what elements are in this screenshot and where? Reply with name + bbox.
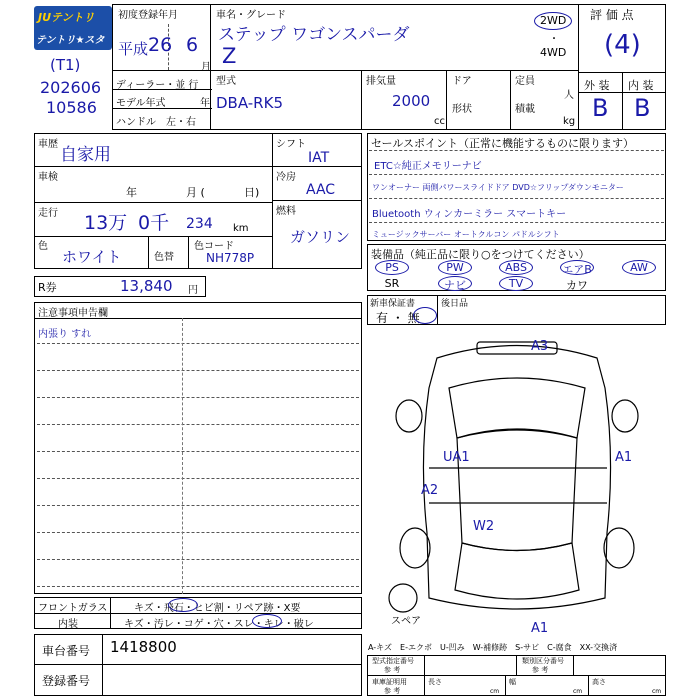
divider	[34, 202, 272, 203]
divider	[437, 295, 438, 325]
divider	[110, 597, 111, 629]
length-unit: cm	[490, 688, 500, 695]
model-year-label: モデル年式	[116, 98, 166, 109]
door-label: ドア	[452, 76, 472, 87]
equip-leather: カワ	[566, 279, 588, 292]
sales-line-2: ワンオーナー 両側パワースライドドア DVD☆フリップダウンモニター	[372, 183, 624, 192]
drive-dot: ・	[549, 34, 559, 45]
divider	[112, 70, 578, 71]
length-label: 長さ	[428, 678, 442, 686]
shape-label: 形状	[452, 104, 472, 115]
dashed-line	[369, 198, 664, 199]
sales-line-4: ミュージックサーバー オートクルコン パドルシフト	[372, 230, 560, 239]
equip-navi: ナビ	[444, 279, 466, 292]
front-glass-label: フロントガラス	[38, 603, 108, 614]
displacement: 2000	[392, 92, 431, 110]
mileage-sen: 0千	[138, 212, 170, 234]
divider	[272, 166, 362, 167]
width-unit: cm	[573, 688, 583, 695]
car-name-label: 車名・グレード	[216, 10, 286, 21]
equip-sr: SR	[384, 277, 400, 290]
spare-tire	[389, 584, 417, 612]
divider	[148, 236, 149, 269]
equip-circle	[438, 260, 472, 275]
reg-month: 6	[186, 34, 199, 56]
ac-label: 冷房	[276, 172, 296, 183]
recycle-label: R券	[38, 281, 57, 294]
recycle-value: 13,840	[120, 277, 173, 295]
divider	[272, 200, 362, 201]
divider	[188, 236, 189, 269]
divider	[588, 675, 589, 696]
equip-pw: PW	[446, 261, 464, 274]
equip-circle	[622, 260, 656, 275]
equip-ps: PS	[385, 261, 399, 274]
divider	[361, 70, 362, 130]
equip-tv: TV	[508, 277, 524, 290]
divider	[516, 655, 517, 675]
height-label: 高さ	[592, 678, 606, 686]
dealer-label: ディーラー・並 行	[116, 80, 199, 91]
dashed-line	[369, 150, 664, 151]
damage-legend: A-キズ E-エクボ U-凹み W-補修跡 S-サビ C-腐食 XX-交換済	[368, 643, 618, 652]
mileage-unit: km	[233, 223, 249, 234]
equip-aw: AW	[630, 261, 648, 274]
color-code-label: 色コード	[194, 241, 234, 252]
notes-label: 注意事項申告欄	[38, 308, 108, 319]
rating: (4)	[604, 30, 641, 60]
mileage-label: 走行	[38, 208, 58, 219]
type-label: 型式	[216, 76, 236, 87]
notes-dashed-line	[37, 424, 359, 425]
drive-2wd: 2WD	[540, 14, 567, 27]
cc-unit: cc	[434, 116, 445, 127]
lot-prefix: (T1)	[50, 56, 81, 74]
sales-line-1: ETC☆純正メモリーナビ	[374, 161, 482, 172]
cat-ref: 参 考	[532, 666, 549, 674]
displacement-label: 排気量	[366, 76, 396, 87]
mileage-rest: 234	[186, 216, 213, 232]
drive-4wd: 4WD	[540, 46, 567, 59]
logo-line1: JUテントリ	[38, 11, 95, 24]
damage-mark-ua1: UA1	[443, 450, 470, 465]
notes-dashed-line	[37, 343, 359, 344]
damage-mark-w2: W2	[473, 519, 495, 534]
color-change-label: 色替	[154, 252, 174, 263]
damage-mark-a1-front: A1	[531, 621, 549, 633]
inspection-month: 月 (	[186, 186, 205, 199]
divider	[424, 655, 425, 696]
height-unit: cm	[652, 688, 662, 695]
notes-text: 内張り すれ	[38, 329, 92, 340]
interior-grade: B	[634, 94, 651, 122]
notes-dashed-line	[37, 451, 359, 452]
model-year-unit: 年	[200, 98, 210, 109]
capacity-unit: 人	[564, 90, 574, 101]
sales-label: セールスポイント（正常に機能するものに限ります）	[371, 137, 635, 150]
history: 自家用	[60, 145, 111, 165]
equip-abs: ABS	[505, 261, 527, 274]
reg-year: 26	[148, 34, 173, 56]
divider	[34, 236, 272, 237]
notes-divider	[182, 318, 183, 594]
car-diagram	[367, 328, 667, 633]
damage-mark-a2: A2	[421, 483, 439, 498]
era: 平成	[118, 40, 149, 58]
exterior-grade: B	[592, 94, 609, 122]
fuel: ガソリン	[290, 228, 351, 246]
interior-cond-label: 内装	[58, 619, 78, 630]
first-reg-label: 初度登録年月	[118, 10, 178, 21]
cat-label: 類別区分番号	[522, 657, 564, 665]
equipment-label: 装備品（純正品に限り○をつけてください）	[371, 248, 590, 261]
notes-dashed-line	[37, 532, 359, 533]
warranty-label: 新車保証書	[370, 299, 416, 309]
reg-label: 登録番号	[42, 674, 91, 688]
divider	[34, 166, 272, 167]
capacity-label: 定員	[515, 76, 535, 87]
warranty-circle	[413, 307, 437, 324]
chassis-number: 1418800	[110, 638, 177, 656]
damage-mark-a1-right: A1	[615, 450, 633, 465]
divider	[510, 70, 511, 130]
load-label: 積載	[515, 104, 535, 115]
notes-dashed-line	[37, 478, 359, 479]
shift-label: シフト	[276, 139, 306, 150]
width-label: 幅	[509, 678, 516, 686]
divider	[446, 70, 447, 130]
mileage-man: 13万	[84, 212, 128, 234]
color: ホワイト	[62, 248, 122, 266]
divider	[578, 4, 579, 130]
car-body-outline	[423, 346, 610, 610]
type-value: DBA-RK5	[216, 94, 283, 112]
notes-dashed-line	[37, 397, 359, 398]
interior-cond-items: キズ・汚レ・コゲ・穴・スレ・キレ・破レ	[124, 619, 314, 630]
warranty-value: 有 ・ 無	[376, 311, 420, 325]
lot-date: 202606	[40, 78, 102, 97]
divider	[34, 664, 362, 665]
divider	[622, 72, 623, 130]
color-code: NH778P	[206, 251, 255, 265]
notes-dashed-line	[37, 559, 359, 560]
handle-label: ハンドル 左・右	[116, 117, 196, 128]
equip-circle	[499, 260, 533, 275]
interior-label: 内 装	[628, 79, 654, 92]
equip-circle	[499, 276, 533, 291]
equip-airbag: エアB	[562, 263, 592, 276]
front-glass-items: キズ・飛石・ヒビ割・リペア跡・X要	[134, 603, 301, 614]
mirror-right	[612, 400, 638, 432]
equip-circle	[438, 276, 472, 291]
warranty-date-label: 後日品	[441, 299, 469, 309]
month-unit: 月	[201, 62, 211, 73]
notes-dashed-line	[37, 370, 359, 371]
ac: AAC	[306, 182, 336, 198]
wheel-fr	[604, 528, 634, 568]
divider	[573, 655, 574, 675]
dashed-line	[369, 222, 664, 223]
equip-circle	[375, 260, 409, 275]
exterior-label: 外 装	[584, 79, 610, 92]
wheel-fl	[400, 528, 430, 568]
equip-circle	[560, 260, 594, 275]
dashed-line	[369, 174, 664, 175]
type-cert-label: 型式指定番号	[372, 657, 414, 665]
sales-line-3: Bluetooth ウィンカーミラー スマートキー	[372, 209, 567, 220]
recycle-unit: 円	[188, 285, 198, 296]
load-unit: kg	[563, 116, 576, 127]
spare-label: スペア	[391, 616, 421, 627]
type-cert-ref: 参 考	[384, 666, 401, 674]
inspection-day: 日)	[244, 186, 260, 199]
fuel-label: 燃料	[276, 206, 296, 217]
cert-label: 車庫証明用	[372, 678, 407, 686]
logo-line2: テントリ★スター	[36, 35, 105, 61]
grade: Z	[222, 44, 237, 68]
divider	[505, 675, 506, 696]
notes-dashed-line	[37, 586, 359, 587]
car-rear-window-outline	[455, 543, 579, 599]
auction-logo	[34, 6, 112, 61]
color-label: 色	[38, 241, 48, 252]
rating-label: 評 価 点	[590, 8, 634, 22]
notes-frame	[34, 302, 362, 594]
damage-mark-a3: A3	[531, 339, 549, 354]
lot-number: 10586	[46, 98, 97, 117]
interior-circle	[252, 614, 282, 628]
mirror-left	[396, 400, 422, 432]
notes-dashed-line	[37, 505, 359, 506]
car-name: ステップ ワゴンスパーダ	[218, 25, 410, 45]
glass-circle	[168, 598, 198, 612]
divider	[367, 675, 666, 676]
divider	[102, 634, 103, 696]
shift: IAT	[308, 150, 330, 166]
inspection-label: 車検	[38, 172, 58, 183]
cert-ref: 参 考	[384, 687, 401, 695]
inspection-year: 年	[126, 186, 137, 199]
chassis-label: 車台番号	[42, 644, 91, 658]
history-label: 車歴	[38, 139, 58, 150]
divider	[272, 133, 273, 269]
